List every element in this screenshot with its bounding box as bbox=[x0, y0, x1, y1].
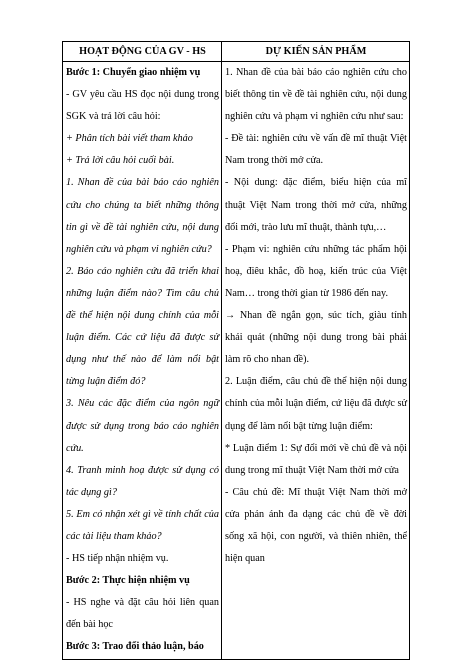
paragraph: - Đề tài: nghiên cứu về vấn đề mĩ thuật Việt Nam trong thời mở cửa. bbox=[225, 133, 407, 167]
paragraph: - HS nghe và đặt câu hỏi liên quan đến bài học bbox=[66, 597, 219, 631]
paragraph: → Nhan đề ngắn gọn, súc tích, giàu tính khái quát (những nội dung trong bài phải làm rõ cho nhan đề). bbox=[225, 310, 407, 366]
paragraph: * Luận điểm 1: Sự đổi mới về chủ đề và nội dung trong mĩ thuật Việt Nam thời mở cửa bbox=[225, 442, 407, 476]
paragraph: + Trả lời câu hỏi cuối bài. bbox=[66, 155, 175, 167]
step-1-heading: Bước 1: Chuyển giao nhiệm vụ bbox=[66, 67, 201, 78]
paragraph: + Phân tích bài viết tham khảo bbox=[66, 133, 193, 145]
header-teacher-student-activity: HOẠT ĐỘNG CỦA GV - HS bbox=[63, 42, 222, 62]
table-row bbox=[63, 62, 410, 660]
question-3: 3. Nêu các đặc điểm của ngôn ngữ được sử dụng trong báo cáo nghiên cứu. bbox=[66, 398, 219, 454]
step-2-heading: Bước 2: Thực hiện nhiệm vụ bbox=[66, 575, 190, 587]
paragraph: - Câu chủ đề: Mĩ thuật Việt Nam thời mở cửa phản ánh đa dạng các chủ đề về đời sống xã hội, con người, và thiên nhiên, thể hiện quan bbox=[225, 486, 407, 565]
step-3-heading: Bước 3: Trao đổi thảo luận, báo bbox=[66, 641, 204, 653]
paragraph: - HS tiếp nhận nhiệm vụ. bbox=[66, 553, 169, 565]
question-4: 4. Tranh minh hoạ được sử dụng có tác dụng gì? bbox=[66, 464, 219, 498]
right-column-cell bbox=[222, 62, 410, 660]
table-header-row bbox=[63, 42, 410, 62]
question-5: 5. Em có nhận xét gì về tính chất của các tài liệu tham khảo? bbox=[66, 508, 219, 542]
paragraph: - Nội dung: đặc điểm, biểu hiện của mĩ thuật Việt Nam trong thời mở cửa, những đổi mới, trào lưu mĩ thuật, thành tựu,… bbox=[225, 177, 407, 233]
question-2: 2. Báo cáo nghiên cứu đã triển khai những luận điểm nào? Tìm câu chủ đề thể hiện nội dung chính của mỗi luận điểm. Các cứ liệu đã được sử dụng như thế nào để làm nổi bật từng luận điểm đó? bbox=[66, 265, 219, 388]
document-page bbox=[62, 41, 409, 653]
paragraph: - Phạm vi: nghiên cứu những tác phẩm hội hoạ, điêu khắc, đồ hoạ, kiến trúc của Việt Nam… trong thời gian từ 1986 đến nay. bbox=[225, 243, 407, 299]
header-expected-product: DỰ KIẾN SẢN PHẨM bbox=[222, 42, 410, 62]
paragraph: - GV yêu cầu HS đọc nội dung trong SGK và trả lời câu hỏi: bbox=[66, 89, 219, 123]
answer-2: 2. Luận điểm, câu chủ đề thể hiện nội dung chính của mỗi luận điểm, cứ liệu đã được sử dụng để làm nổi bật từng luận điểm: bbox=[225, 376, 407, 432]
left-column-cell bbox=[63, 62, 222, 660]
question-1: 1. Nhan đề của bài báo cáo nghiên cứu cho chúng ta biết những thông tin gì về đề tài nghiên cứu, nội dung nghiên cứu và phạm vi nghiên cứu? bbox=[66, 177, 219, 255]
answer-1: 1. Nhan đề của bài báo cáo nghiên cứu cho biết thông tin về đề tài nghiên cứu, nội dung nghiên cứu và phạm vi nghiên cứu như sau: bbox=[225, 67, 407, 123]
lesson-table bbox=[62, 41, 410, 660]
